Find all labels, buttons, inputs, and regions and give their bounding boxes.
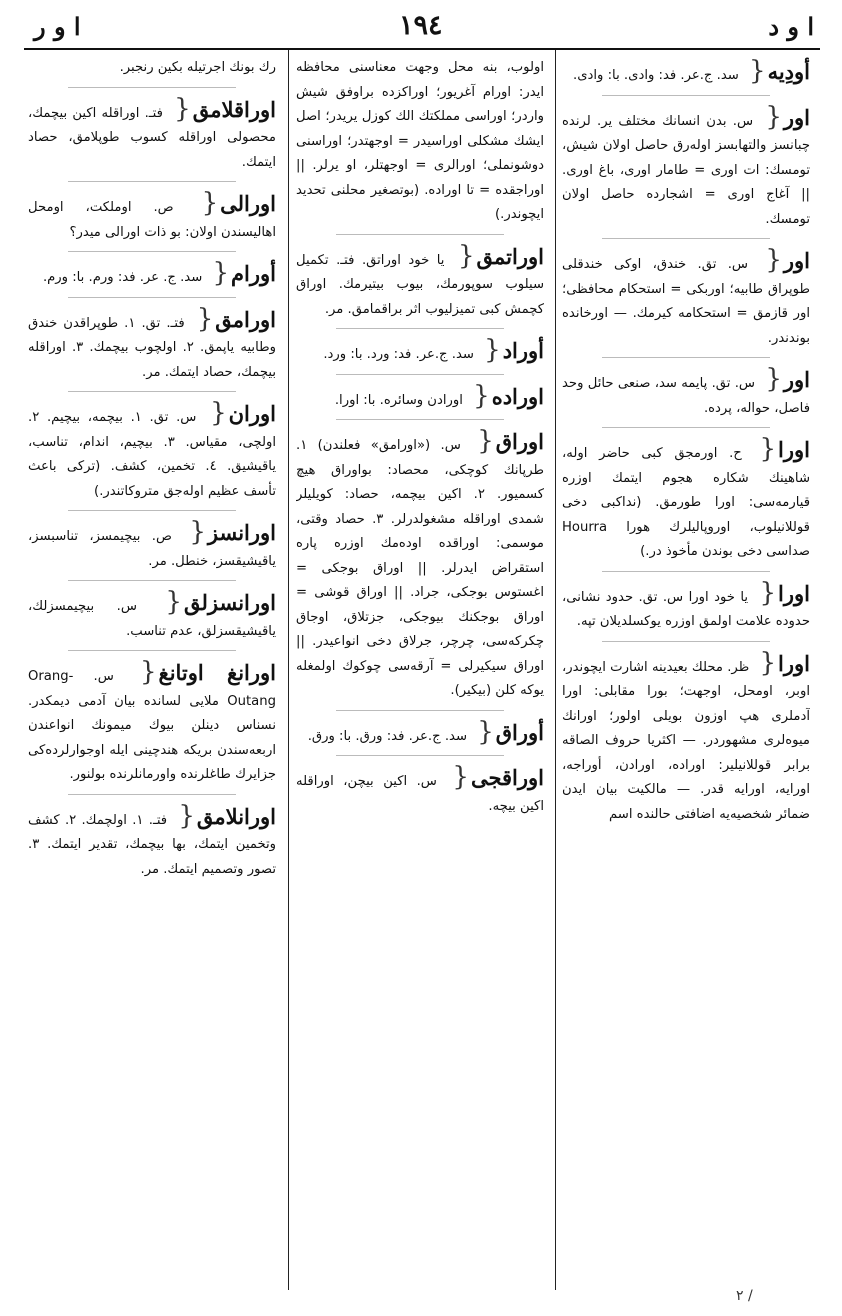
dictionary-entry <box>28 258 276 291</box>
entry-headword: اورانسزلق { <box>159 590 276 615</box>
column-divider-right <box>555 50 556 1290</box>
entry-headword: اورانغ اوتانغ { <box>134 660 276 685</box>
entry-definition: اورادن وسائره. با: اورا. <box>334 392 463 408</box>
entry-definition: ظر. محلك بعيدينه اشارت ايچوندر، اوبر، اومحل، اوجهت؛ بورا مقابلى: اورا آدملرى هپ اوزون بويلى اولور؛ اورانك ميوه‌لرى مشهوردر. — اكثريا حروف الصاقه برابر قوللانيلير: اوراده، اورادن، أوراجه، اورايه، اورايه قدر. — مالكيت بيان ايدن ضمائر شخصيه‌يه اضافتى حالنده اسم <box>562 659 810 822</box>
entry-headword: اورامق { <box>191 307 276 332</box>
header-rule <box>24 48 820 50</box>
entry-definition: س. بيچيمسزلك، ياقيشيقسزلق، عدم تناسب. <box>28 599 276 639</box>
entry-headword: اوران { <box>204 401 276 426</box>
entry-definition: يا خود اورا س. تق. حدود نشانى، حدوده علامت اولمق اوزره يوكسلديلان تپه. <box>562 589 810 629</box>
entry-definition: س. اكين بيچن، اوراقله اكين بيچه. <box>296 774 544 814</box>
entry-headword: اورا { <box>754 651 811 676</box>
entry-headword: اوراق { <box>471 429 544 454</box>
dictionary-entry <box>296 335 544 368</box>
entry-headword: اوراقلامق { <box>168 97 276 122</box>
column-left <box>28 56 276 1286</box>
entry-headword: اوراده { <box>467 384 544 409</box>
dictionary-entry <box>562 578 810 635</box>
entry-headword: اورانسز { <box>183 520 276 545</box>
entry-continuation: اولوب، بنه محل وجهت معناسنى محافظه ايدر: اورام آغريور؛ اوراكزده براوفق شيش واردر؛ اوراسى مملكتك الك كوزل يريدر؛ اصل ايشك مشكلى اوراسيدر = اوجهتدر؛ اوراسنى دوشونملى؛ اورالرى = اوجهتلر، او يرلر. || اوراجقده = تا اوراده. (بوتصغير محلنى تحديد ايچوندر.) <box>296 56 544 228</box>
entry-headword: اورا { <box>754 437 811 462</box>
dictionary-entry <box>562 434 810 565</box>
dictionary-entry <box>28 517 276 574</box>
dictionary-entry <box>28 657 276 788</box>
entry-definition: ص. اوملكت، اومحل اهاليسندن اولان: بو ذات اورالى ميدر؟ <box>28 200 276 240</box>
entry-definition: فتـ. تق. ١. طوپراقدن خندق وطابيه ياپمق. ٢. اولچوب بيچمك. ٣. اوراقله بيچمك، حصاد ايتمك. مر. <box>28 315 276 380</box>
entry-headword: أودِيه { <box>743 59 810 84</box>
entry-definition: سد. ج.عر. فد: وادى. با: وادى. <box>573 68 739 83</box>
dictionary-entry <box>296 717 544 750</box>
entry-headword: اور { <box>759 248 810 273</box>
entry-definition: سد. ج.عر. فد: ورد. با: ورد. <box>323 347 474 362</box>
dictionary-entry <box>562 245 810 351</box>
column-middle <box>296 56 544 1286</box>
entry-headword: أورام { <box>207 261 277 286</box>
entry-definition: يا خود اوراتق. فتـ. تكميل سيلوب سوپورمك، بيوب بيتيرمك. اوراق كچمش كبى تميزليوب اثر براقمامق. مر. <box>296 252 544 317</box>
dictionary-entry <box>562 56 810 89</box>
entry-continuation: رك بونك اجرتيله بكين رنجبر. <box>28 56 276 81</box>
entry-definition: س. تق. پايمه سد، صنعى حائل وحد فاصل، حواله، پرده. <box>562 376 810 416</box>
entry-definition: فتـ. اوراقله اكين بيچمك، محصولى اوراقله كسوب طوپلامق، حصاد ايتمك. <box>28 105 276 170</box>
dictionary-entry <box>28 398 276 504</box>
entry-definition: ص. بيچيمسز، تناسبسز، ياقيشيقسز، خنطل. مر. <box>28 529 276 569</box>
dictionary-entry <box>562 364 810 421</box>
entry-headword: أوراد { <box>478 338 544 363</box>
dictionary-entry <box>28 94 276 176</box>
dictionary-entry <box>28 304 276 386</box>
entry-headword: اوراقجى { <box>446 765 544 790</box>
entry-definition: سد. ج. عر. فد: ورم. با: ورم. <box>42 270 203 285</box>
page-header <box>24 8 824 48</box>
dictionary-entry <box>28 587 276 644</box>
entry-definition: س. تق. ١. بيچمه، بيچيم. ٢. اولچى، مقياس. ٣. بيچيم، اندام، تناسب، ياقيشيق. ٤. تخمين، كشف. (تركى باعث تأسف عظيم اوله‌جق متروكاتندر.) <box>28 410 276 499</box>
entry-headword: اورالى { <box>196 191 276 216</box>
header-right-letters: ا و د <box>768 12 814 41</box>
entry-definition: س. تق. خندق، اوكى خندقلى طوپراق طابيه؛ اوربكى = استحكام محافظى؛ اور قازمق = استحكامه كيرمك. — اورخانده بوندندر. <box>562 257 810 346</box>
page-number: ١٩٤ <box>399 10 443 41</box>
entry-definition: س. بدن انسانك مختلف ير. لرنده چبانسز والتهابسز اوله‌رق حاصل اولان شيش، تومسك: ات اورى = طامار اورى، باغ اورى. || آغاج اورى = اشجارده حاصل اولان تومسك. <box>562 113 810 227</box>
page-footer-mark: ۲ / <box>736 1288 753 1304</box>
entry-definition: س. Orang-Outang ملايى لسانده بيان آدمى ديمكدر. نسناس دينلن بيوك ميمونك انواعندن اربعه‌سندن بريكه هندچينى ايله اوجوارلرده‌كى جزايرك طاغلرنده واورمانلرنده بولنور. <box>28 669 276 782</box>
entry-definition: سد. ج.عر. فد: ورق. با: ورق. <box>307 728 467 744</box>
entry-headword: اوراتمق { <box>452 244 544 269</box>
dictionary-entry <box>28 188 276 245</box>
dictionary-entry <box>296 241 544 323</box>
column-right <box>562 56 810 1286</box>
entry-headword: أوراق { <box>471 720 544 745</box>
entry-definition: فتـ. ١. اولچمك. ٢. كشف وتخمين ايتمك، بها بيچمك، تقدير ايتمك. ٣. تصور وتصميم ايتمك. مر. <box>28 812 276 877</box>
dictionary-entry <box>562 648 810 828</box>
entry-definition: ح. اورمجق كبى حاضر اوله، شاهينك شكاره هجوم ايتمك اوزره قيارمه‌سى: اورا طورمق. (نداكبى دخى قوللانيلوب، اوروپاليلرك هورا Hourra صداسى دخى بوندن مأخوذ در.) <box>562 446 810 559</box>
dictionary-entry <box>296 762 544 819</box>
entry-definition: س. («اورامق» فعلندن) ١. طرپانك كوچكى، محصاد: بواوراق هيچ كسميور. ٢. اكين بيچمه، حصاد: كويليلر شمدى اوراقله مشغولدرلر. ٣. حصاد وقتى، موسمى: اوراقده اوده‌مك اوزره پاره استقراض ايدرلر. || اوراق بوجكى = اغستوس بوجكى، جراد. || اوراق قوشى = اوراق بوجكنك بيوجكى، جزتلاق، اوجاق چكركه‌سى، چرچر، جرلاق دخى انواعيدر. || اوراق سيكيرلى = آرقه‌سى چوكوك اولمغله يوكه كلن (بيكير). <box>296 438 544 698</box>
dictionary-entry <box>562 102 810 233</box>
entry-headword: اورانلامق { <box>172 804 276 829</box>
dictionary-entry <box>296 426 544 704</box>
dictionary-entry <box>28 801 276 883</box>
dictionary-entry <box>296 381 544 414</box>
entry-headword: اور { <box>759 367 810 392</box>
entry-headword: اورا { <box>753 581 810 606</box>
column-divider-left <box>288 50 289 1290</box>
entry-headword: اور { <box>759 105 810 130</box>
header-left-letters: ا و ر <box>34 12 81 41</box>
